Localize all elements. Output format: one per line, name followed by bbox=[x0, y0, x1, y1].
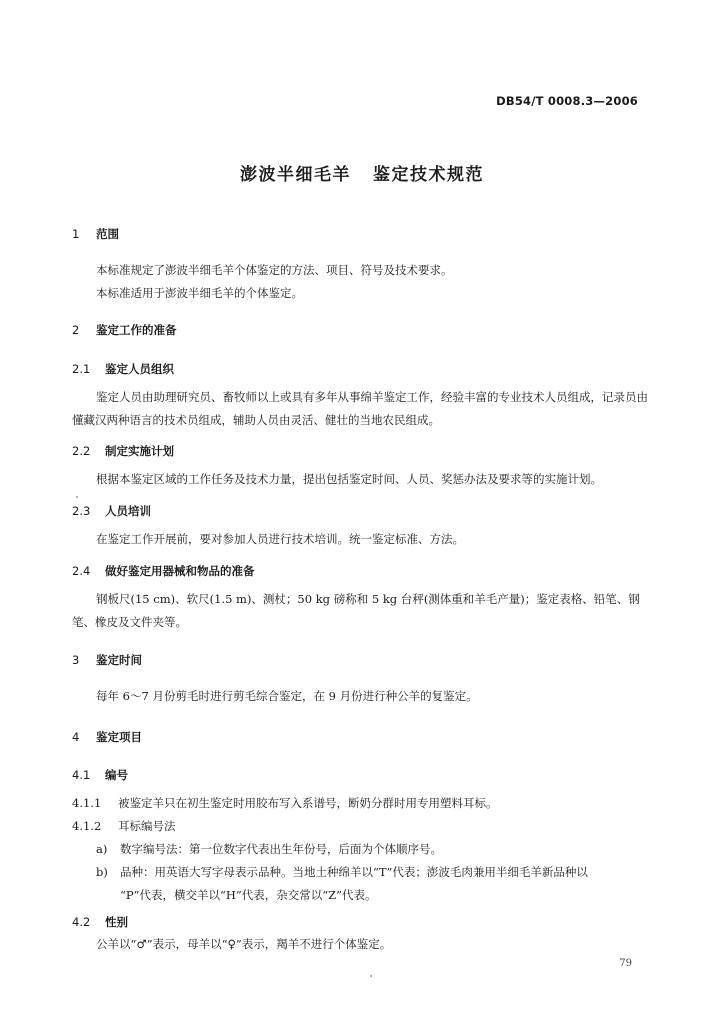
heading-4-2 bbox=[72, 914, 128, 930]
heading-title: 鉴定人员组织 bbox=[105, 362, 174, 376]
heading-title: 鉴定项目 bbox=[96, 730, 142, 744]
paragraph-text: 公羊以“♂”表示，母羊以“♀”表示，羯羊不进行个体鉴定。 bbox=[96, 937, 392, 951]
heading-title: 制定实施计划 bbox=[105, 444, 174, 458]
paragraph-text: 本标准规定了澎波半细毛羊个体鉴定的方法、项目、符号及技术要求。 bbox=[96, 263, 453, 277]
heading-title: 鉴定时间 bbox=[96, 653, 142, 667]
paragraph-time bbox=[72, 685, 656, 708]
clause-text: 耳标编号法 bbox=[118, 819, 176, 833]
paragraph-2-2 bbox=[72, 468, 656, 491]
heading-title: 人员培训 bbox=[105, 504, 151, 518]
paragraph-text: 本标准适用于澎波半细毛羊的个体鉴定。 bbox=[96, 286, 303, 300]
scan-speck bbox=[76, 496, 78, 498]
heading-title: 做好鉴定用器械和物品的准备 bbox=[105, 564, 255, 578]
clause-text: 被鉴定羊只在初生鉴定时用胶布写入系谱号，断奶分群时用专用塑料耳标。 bbox=[118, 796, 498, 810]
title-part-1: 澎波半细毛羊 bbox=[240, 165, 351, 185]
heading-number: 2.3 bbox=[72, 504, 91, 518]
clause-number: 4.1.2 bbox=[72, 819, 102, 833]
list-text: “P”代表，横交羊以“H”代表，杂交常以“Z”代表。 bbox=[120, 888, 377, 902]
title-part-2: 鉴定技术规范 bbox=[373, 165, 484, 185]
heading-number: 2.4 bbox=[72, 564, 91, 578]
heading-number: 4.2 bbox=[72, 915, 91, 929]
heading-number: 2.2 bbox=[72, 444, 91, 458]
heading-2-1 bbox=[72, 361, 174, 377]
heading-title: 范围 bbox=[96, 227, 119, 241]
document-number: DB54/T 0008.3—2006 bbox=[496, 94, 638, 108]
paragraph-scope-1 bbox=[72, 259, 656, 282]
heading-2-2 bbox=[72, 443, 174, 459]
heading-scope bbox=[72, 226, 119, 242]
heading-number: 4.1 bbox=[72, 768, 91, 782]
list-item-b-continued bbox=[120, 887, 377, 903]
scan-speck bbox=[370, 975, 372, 977]
heading-title: 鉴定工作的准备 bbox=[96, 323, 177, 337]
paragraph-2-3 bbox=[72, 528, 656, 551]
heading-4-1 bbox=[72, 767, 128, 783]
heading-items bbox=[72, 729, 142, 745]
heading-2-4 bbox=[72, 563, 255, 579]
list-marker: b) bbox=[96, 865, 108, 879]
heading-number: 4 bbox=[72, 730, 80, 744]
paragraph-text: 钢板尺(15 cm)、软尺(1.5 m)、测杖；50 kg 磅称和 5 kg 台秤(测体重和羊毛产量)；鉴定表格、铅笔、钢笔、橡皮及文件夹等。 bbox=[72, 592, 640, 629]
clause-number: 4.1.1 bbox=[72, 796, 102, 810]
paragraph-2-4 bbox=[72, 588, 656, 634]
heading-number: 3 bbox=[72, 653, 80, 667]
list-item-b bbox=[96, 864, 588, 880]
clause-4-1-2 bbox=[72, 818, 176, 834]
heading-2-3 bbox=[72, 503, 151, 519]
heading-preparation bbox=[72, 322, 177, 338]
heading-title: 性别 bbox=[105, 915, 128, 929]
heading-time bbox=[72, 652, 142, 668]
paragraph-text: 根据本鉴定区域的工作任务及技术力量，提出包括鉴定时间、人员、奖惩办法及要求等的实施计划。 bbox=[96, 472, 602, 486]
heading-number: 2 bbox=[72, 323, 80, 337]
clause-4-1-1 bbox=[72, 795, 498, 811]
paragraph-text: 鉴定人员由助理研究员、畜牧师以上或具有多年从事绵羊鉴定工作，经验丰富的专业技术人员组成，记录员由懂藏汉两种语言的技术员组成，辅助人员由灵活、健壮的当地农民组成。 bbox=[72, 390, 648, 427]
heading-number: 2.1 bbox=[72, 362, 91, 376]
paragraph-text: 在鉴定工作开展前，要对参加人员进行技术培训。统一鉴定标准、方法。 bbox=[96, 532, 464, 546]
list-text: 数字编号法：第一位数字代表出生年份号，后面为个体顺序号。 bbox=[120, 842, 442, 856]
document-title bbox=[0, 160, 724, 185]
heading-number: 1 bbox=[72, 227, 80, 241]
paragraph-text: 每年 6～7 月份剪毛时进行剪毛综合鉴定，在 9 月份进行种公羊的复鉴定。 bbox=[96, 689, 478, 703]
paragraph-4-2 bbox=[72, 933, 656, 956]
list-item-a bbox=[96, 841, 442, 857]
page-number: 79 bbox=[619, 958, 632, 969]
paragraph-scope-2 bbox=[72, 282, 656, 305]
paragraph-2-1 bbox=[72, 386, 656, 432]
heading-title: 编号 bbox=[105, 768, 128, 782]
list-text: 品种：用英语大写字母表示品种。当地土种绵羊以“T”代表；澎波毛肉兼用半细毛羊新品种以 bbox=[120, 865, 588, 879]
list-marker: a) bbox=[96, 842, 108, 856]
